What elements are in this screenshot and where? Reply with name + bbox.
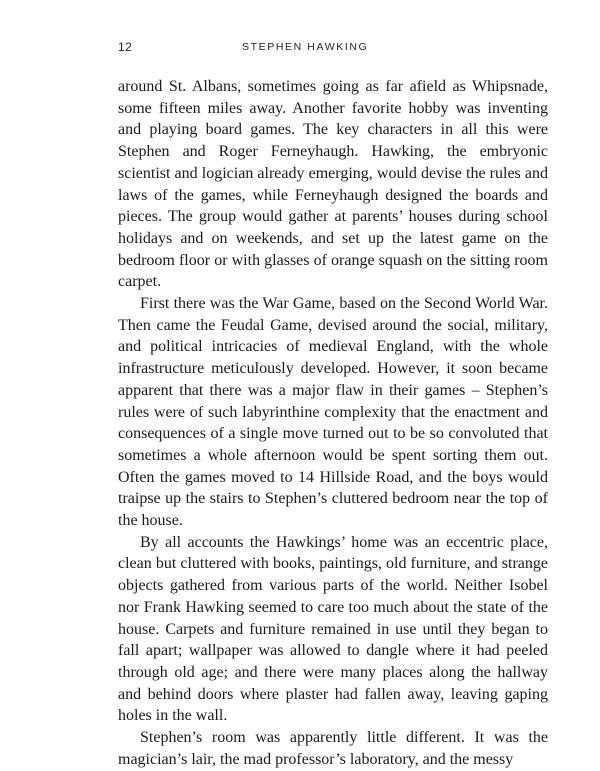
paragraph: By all accounts the Hawkings’ home was an eccentric place, clean but cluttered with books, paintings, old furniture, and strange objects gathered from various parts of the world. Neither Isobel nor Frank Hawking seemed to care too much about the state of the house. Carpets and furniture remained in use until they began to fall apart; wallpaper was allowed to dangle where it had peeled through old age; and there were many places along the hallway and behind doors where plaster had fallen away, leaving gaping holes in the wall. xyxy=(118,533,548,725)
paragraph: First there was the War Game, based on the Second World War. Then came the Feudal Game, devised around the social, military, and political intricacies of medieval England, with the whole infrastructure meticulously developed. However, it soon became apparent that there was a major flaw in their games – Stephen’s rules were of such labyrinthine complexity that the enactment and consequences of a single move turned out to be so convoluted that sometimes a whole afternoon would be spent sorting them out. Often the games moved to 14 Hillside Road, and the boys would traipse up the stairs to Stephen’s cluttered bedroom near the top of the house. xyxy=(118,295,548,530)
running-head xyxy=(118,40,518,56)
page-number: 12 xyxy=(118,40,133,54)
running-title: STEPHEN HAWKING xyxy=(242,41,369,53)
paragraph: around St. Albans, sometimes going as far afield as Whipsnade, some fifteen miles away. Another favorite hobby was inventing and playing board games. The key characters in all this were Stephen and Roger Ferneyhaugh. Hawking, the embryonic scientist and logician already emerging, would devise the rules and laws of the games, while Ferneyhaugh designed the boards and pieces. The group would gather at parents’ houses during school holidays and on weekends, and set up the latest game on the bedroom floor or with glasses of orange squash on the sitting room carpet. xyxy=(118,78,548,291)
body-text xyxy=(118,76,548,771)
paragraph: Stephen’s room was apparently little different. It was the magician’s lair, the mad professor’s laboratory, and the messy xyxy=(118,729,548,768)
